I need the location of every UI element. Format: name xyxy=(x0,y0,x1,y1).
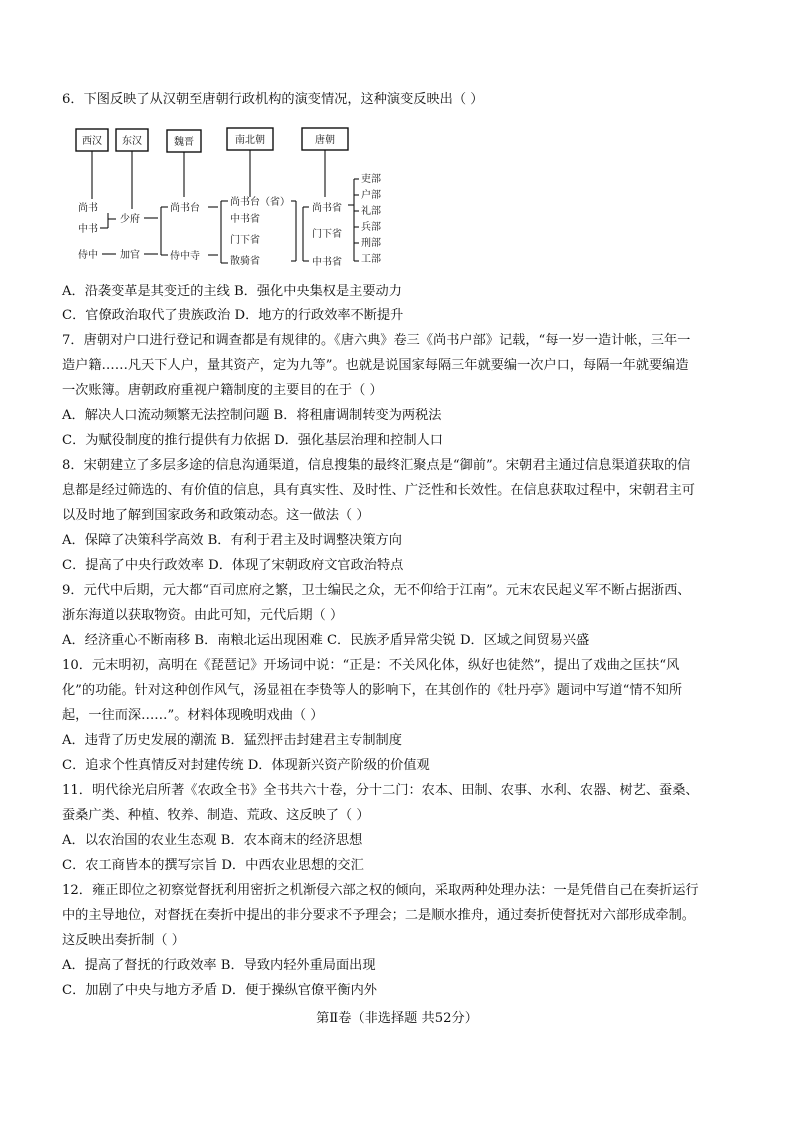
nbc-item-menxiasheng: 门下省 xyxy=(230,235,260,246)
dynasty-xihan: 西汉 xyxy=(82,136,102,147)
ministry-libu-rites: 礼部 xyxy=(361,206,381,217)
q12-stem-3: 这反映出奏折制（ ） xyxy=(62,933,185,948)
q8-stem-1: 8．宋朝建立了多层多途的信息沟通渠道，信息搜集的最终汇聚点是“御前”。宋朝君主通过信息渠道获取的信 xyxy=(62,458,691,473)
tang-item-shangshusheng: 尚书省 xyxy=(312,203,342,214)
q7-options-ab: A．解决人口流动频繁无法控制问题 B．将租庸调制转变为两税法 xyxy=(62,408,442,423)
q12-stem-2: 中的主导地位，对督抚在奏折中提出的非分要求不予理会；二是顺水推舟，通过奏折使督抚对六部形成牵制。 xyxy=(62,908,695,923)
xihan-item-shizhong: 侍中 xyxy=(78,250,98,261)
dynasty-nanbeichao: 南北朝 xyxy=(235,135,265,146)
tang-item-zhongshusheng: 中书省 xyxy=(312,257,342,268)
ministry-hubu: 户部 xyxy=(361,190,381,201)
q6-options-ab: A．沿袭变革是其变迁的主线 B．强化中央集权是主要动力 xyxy=(62,284,402,299)
q8-options-cd: C．提高了中央行政效率 D．体现了宋朝政府文官政治特点 xyxy=(62,558,404,573)
six-ministries-list xyxy=(361,172,381,268)
q8-options-ab: A．保障了决策科学高效 B．有利于君主及时调整决策方向 xyxy=(62,533,402,548)
q10-stem-2: 化”的功能。针对这种创作风气，汤显祖在李贽等人的影响下，在其创作的《牡丹亭》题词中写道“情不知所 xyxy=(62,683,683,698)
q10-stem-1: 10．元末明初，高明在《琵琶记》开场词中说：“正是：不关风化体，纵好也徒然”，提出了戏曲之匡扶“风 xyxy=(62,658,680,673)
ministry-bingbu: 兵部 xyxy=(361,222,381,233)
ministry-libu-personnel: 吏部 xyxy=(361,174,381,185)
dynasty-tang: 唐朝 xyxy=(315,135,335,146)
q9-options: A．经济重心不断南移 B．南粮北运出现困难 C．民族矛盾异常尖锐 D．区域之间贸易兴盛 xyxy=(62,633,590,648)
q6-stem: 6．下图反映了从汉朝至唐朝行政机构的演变情况，这种演变反映出（ ） xyxy=(62,92,484,107)
q7-stem-2: 造户籍……凡天下人户，量其资产，定为九等”。也就是说国家每隔三年就要编一次户口，每隔一年就要编造 xyxy=(62,358,689,373)
dynasty-weijin: 魏晋 xyxy=(174,137,194,148)
nbc-item-shangshutai: 尚书台（省） xyxy=(230,197,290,208)
q9-stem-2: 浙东海道以获取物资。由此可知，元代后期（ ） xyxy=(62,608,344,623)
q7-options-cd: C．为赋役制度的推行提供有力依据 D．强化基层治理和控制人口 xyxy=(62,433,443,448)
nbc-item-zhongshusheng: 中书省 xyxy=(230,214,260,225)
dynasty-donghan: 东汉 xyxy=(122,136,142,147)
q9-stem-1: 9．元代中后期，元大都“百司庶府之繁，卫士编民之众，无不仰给于江南”。元末农民起义军不断占据浙西、 xyxy=(62,583,691,598)
xihan-item-zhongshu: 中书 xyxy=(78,224,98,235)
q7-stem-3: 一次账簿。唐朝政府重视户籍制度的主要目的在于（ ） xyxy=(62,383,383,398)
q6-options-cd: C．官僚政治取代了贵族政治 D．地方的行政效率不断提升 xyxy=(62,308,404,323)
q12-options-ab: A．提高了督抚的行政效率 B．导致内轻外重局面出现 xyxy=(62,958,376,973)
q10-options-ab: A．违背了历史发展的潮流 B．猛烈抨击封建君主专制制度 xyxy=(62,733,402,748)
donghan-item-shaofu: 少府 xyxy=(120,214,140,225)
donghan-item-jiaguan: 加官 xyxy=(120,250,140,261)
tang-item-menxiasheng: 门下省 xyxy=(312,229,342,240)
q11-stem-1: 11．明代徐光启所著《农政全书》全书共六十卷，分十二门：农本、田制、农事、水利、农器、树艺、蚕桑、 xyxy=(62,783,699,798)
q11-stem-2: 蚕桑广类、种植、牧养、制造、荒政、这反映了（ ） xyxy=(62,808,370,823)
q10-options-cd: C．追求个性真情反对封建传统 D．体现新兴资产阶级的价值观 xyxy=(62,758,430,773)
ministry-gongbu: 工部 xyxy=(361,254,381,265)
section-footer: 第Ⅱ卷（非选择题 共52分） xyxy=(316,1011,478,1026)
q12-options-cd: C．加剧了中央与地方矛盾 D．便于操纵官僚平衡内外 xyxy=(62,983,377,998)
q10-stem-3: 起，一往而深……”。材料体现晚明戏曲（ ） xyxy=(62,708,324,723)
admin-evolution-diagram xyxy=(68,121,368,271)
q8-stem-2: 息都是经过筛选的、有价值的信息，具有真实性、及时性、广泛性和长效性。在信息获取过程中，宋朝君主可 xyxy=(62,483,695,498)
q8-stem-3: 以及时地了解到国家政务和政策动态。这一做法（ ） xyxy=(62,508,370,523)
q7-stem-1: 7．唐朝对户口进行登记和调查都是有规律的。《唐六典》卷三《尚书户部》记载，“每一岁一造计帐，三年一 xyxy=(62,333,691,348)
ministry-xingbu: 刑部 xyxy=(361,238,381,249)
weijin-item-shangshutai: 尚书台 xyxy=(170,203,200,214)
nbc-item-sanqisheng: 散骑省 xyxy=(230,256,260,267)
xihan-item-shangshu: 尚书 xyxy=(78,203,98,214)
q11-options-cd: C．农工商皆本的撰写宗旨 D．中西农业思想的交汇 xyxy=(62,858,364,873)
weijin-item-shizhongsi: 侍中寺 xyxy=(170,251,200,262)
q11-options-ab: A．以农治国的农业生态观 B．农本商末的经济思想 xyxy=(62,833,363,848)
q12-stem-1: 12．雍正即位之初察觉督抚利用密折之机渐侵六部之权的倾向，采取两种处理办法：一是凭借自己在奏折运行 xyxy=(62,883,699,898)
